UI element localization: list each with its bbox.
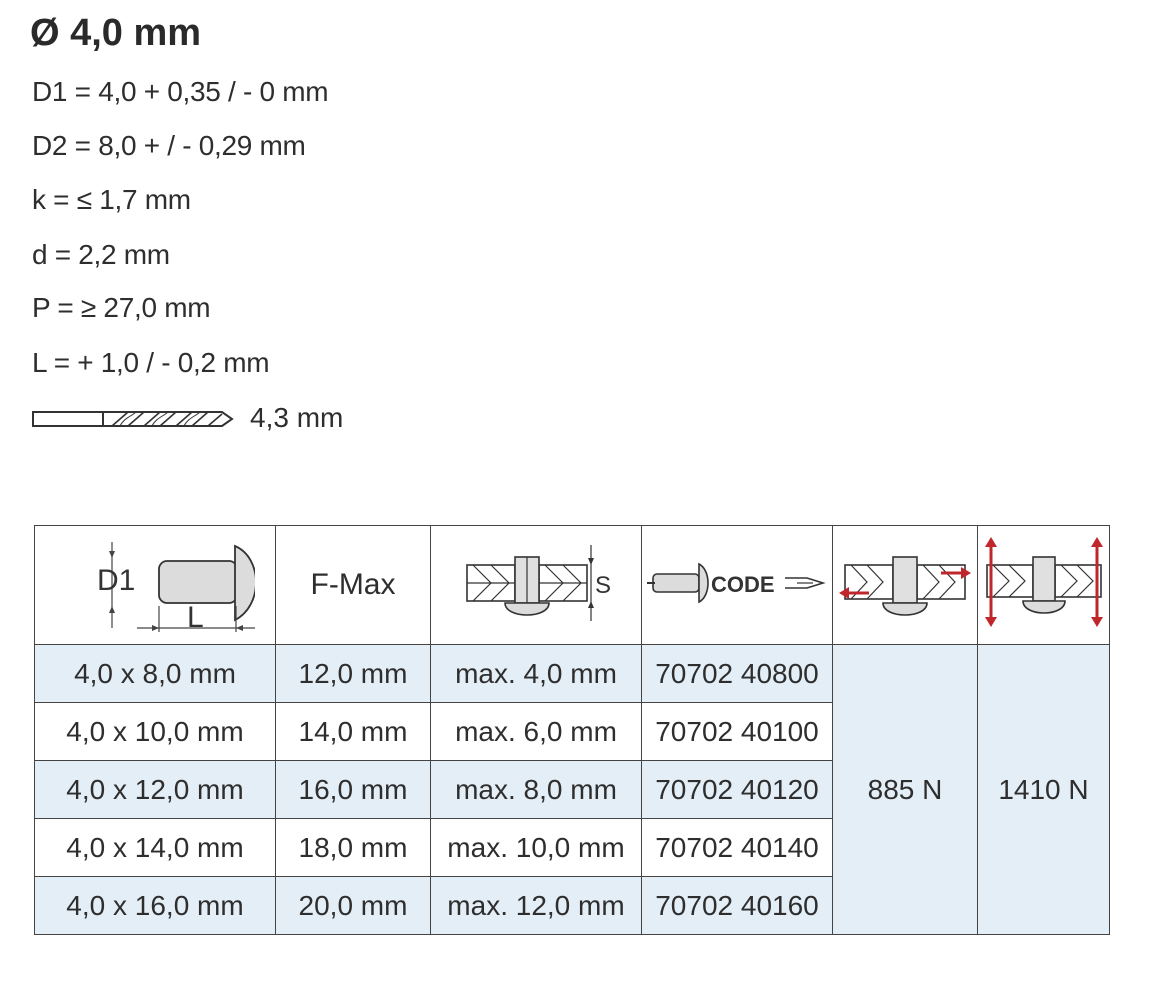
- shear-force-icon: [839, 537, 971, 627]
- page-title: Ø 4,0 mm: [30, 12, 202, 54]
- spec-l: L = + 1,0 / - 0,2 mm: [32, 347, 270, 378]
- cell-fmax: 16,0 mm: [276, 761, 431, 819]
- table-header-row: [35, 526, 1110, 645]
- cell-fmax: 18,0 mm: [276, 819, 431, 877]
- rivet-spec-table: [34, 525, 1110, 935]
- cell-size: 4,0 x 10,0 mm: [35, 703, 276, 761]
- header-dimension: [35, 526, 276, 645]
- drill-size-label: 4,3 mm: [250, 402, 344, 433]
- cell-grip: max. 8,0 mm: [431, 761, 642, 819]
- spec-d: d = 2,2 mm: [32, 239, 170, 270]
- d1-label: D1: [97, 563, 136, 597]
- table-row: [35, 645, 1110, 703]
- cell-grip: max. 10,0 mm: [431, 819, 642, 877]
- cell-grip: max. 6,0 mm: [431, 703, 642, 761]
- cell-size: 4,0 x 12,0 mm: [35, 761, 276, 819]
- cell-code: 70702 40800: [642, 645, 833, 703]
- header-tensile: [978, 526, 1110, 645]
- cell-tensile-force: 1410 N: [978, 645, 1110, 935]
- rivet-dimension-icon: [55, 532, 255, 632]
- cell-grip: max. 4,0 mm: [431, 645, 642, 703]
- cell-fmax: 14,0 mm: [276, 703, 431, 761]
- spec-p: P = ≥ 27,0 mm: [32, 292, 211, 323]
- code-label: CODE: [711, 571, 775, 597]
- cell-code: 70702 40140: [642, 819, 833, 877]
- cell-size: 4,0 x 14,0 mm: [35, 819, 276, 877]
- cell-code: 70702 40160: [642, 877, 833, 935]
- cell-size: 4,0 x 16,0 mm: [35, 877, 276, 935]
- drill-bit-icon: [32, 408, 234, 430]
- cell-fmax: 20,0 mm: [276, 877, 431, 935]
- cell-code: 70702 40120: [642, 761, 833, 819]
- cell-code: 70702 40100: [642, 703, 833, 761]
- cell-fmax: 12,0 mm: [276, 645, 431, 703]
- cell-grip: max. 12,0 mm: [431, 877, 642, 935]
- header-shear: [833, 526, 978, 645]
- spec-k: k = ≤ 1,7 mm: [32, 184, 191, 215]
- l-label: L: [187, 600, 204, 632]
- spec-d2: D2 = 8,0 + / - 0,29 mm: [32, 130, 306, 161]
- cell-size: 4,0 x 8,0 mm: [35, 645, 276, 703]
- rivet-code-icon: [647, 552, 827, 612]
- header-code: [642, 526, 833, 645]
- tensile-force-icon: [981, 535, 1107, 629]
- grip-range-icon: [461, 539, 611, 625]
- s-label: S: [595, 571, 611, 599]
- header-fmax: F-Max: [276, 526, 431, 645]
- spec-d1: D1 = 4,0 + 0,35 / - 0 mm: [32, 76, 329, 107]
- header-grip: [431, 526, 642, 645]
- cell-shear-force: 885 N: [833, 645, 978, 935]
